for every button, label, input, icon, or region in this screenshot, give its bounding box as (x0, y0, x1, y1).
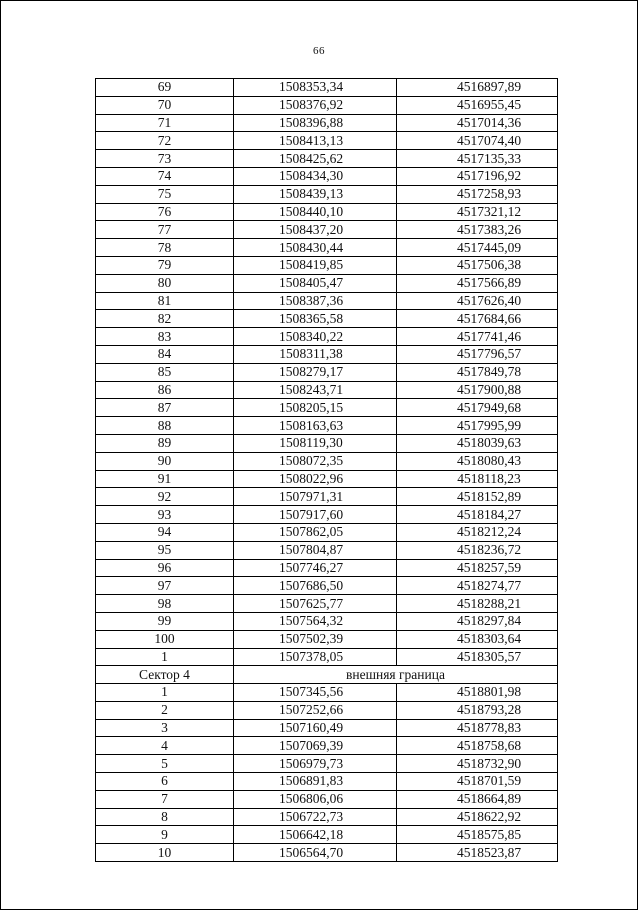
table-row (96, 577, 558, 595)
y-coordinate-cell: 4518758,68 (397, 737, 558, 755)
table-row (96, 167, 558, 185)
table-row (96, 345, 558, 363)
y-coordinate-cell: 4517626,40 (397, 292, 558, 310)
point-number-cell: 69 (96, 79, 234, 97)
table-row (96, 79, 558, 97)
x-coordinate-cell: 1508440,10 (234, 203, 397, 221)
point-number-cell: 3 (96, 719, 234, 737)
table-row (96, 185, 558, 203)
point-number-cell: 96 (96, 559, 234, 577)
table-row (96, 541, 558, 559)
x-coordinate-cell: 1508419,85 (234, 256, 397, 274)
x-coordinate-cell: 1508243,71 (234, 381, 397, 399)
x-coordinate-cell: 1506642,18 (234, 826, 397, 844)
point-number-cell: 76 (96, 203, 234, 221)
x-coordinate-cell: 1508430,44 (234, 239, 397, 257)
y-coordinate-cell: 4517321,12 (397, 203, 558, 221)
x-coordinate-cell: 1507862,05 (234, 523, 397, 541)
x-coordinate-cell: 1506564,70 (234, 844, 397, 862)
y-coordinate-cell: 4518622,92 (397, 808, 558, 826)
point-number-cell: 73 (96, 150, 234, 168)
y-coordinate-cell: 4517445,09 (397, 239, 558, 257)
point-number-cell: 1 (96, 684, 234, 702)
table-row (96, 755, 558, 773)
x-coordinate-cell: 1508072,35 (234, 452, 397, 470)
point-number-cell: 77 (96, 221, 234, 239)
table-row (96, 470, 558, 488)
x-coordinate-cell: 1507625,77 (234, 595, 397, 613)
table-row (96, 488, 558, 506)
point-number-cell: 100 (96, 630, 234, 648)
table-row (96, 292, 558, 310)
point-number-cell: 2 (96, 701, 234, 719)
x-coordinate-cell: 1508387,36 (234, 292, 397, 310)
point-number-cell: 86 (96, 381, 234, 399)
point-number-cell: 6 (96, 773, 234, 791)
y-coordinate-cell: 4517258,93 (397, 185, 558, 203)
x-coordinate-cell: 1508311,38 (234, 345, 397, 363)
y-coordinate-cell: 4517849,78 (397, 363, 558, 381)
x-coordinate-cell: 1508434,30 (234, 167, 397, 185)
point-number-cell: 79 (96, 256, 234, 274)
y-coordinate-cell: 4518236,72 (397, 541, 558, 559)
point-number-cell: 82 (96, 310, 234, 328)
y-coordinate-cell: 4516955,45 (397, 96, 558, 114)
point-number-cell: 95 (96, 541, 234, 559)
point-number-cell: 5 (96, 755, 234, 773)
x-coordinate-cell: 1508425,62 (234, 150, 397, 168)
sector-header-section (96, 666, 558, 684)
table-row (96, 808, 558, 826)
y-coordinate-cell: 4517014,36 (397, 114, 558, 132)
table-row (96, 239, 558, 257)
y-coordinate-cell: 4517684,66 (397, 310, 558, 328)
sector-header-row (96, 666, 558, 684)
table-row (96, 648, 558, 666)
page-number: 66 (313, 45, 325, 57)
table-row (96, 203, 558, 221)
x-coordinate-cell: 1507746,27 (234, 559, 397, 577)
table-row (96, 773, 558, 791)
table-row (96, 434, 558, 452)
y-coordinate-cell: 4517741,46 (397, 328, 558, 346)
y-coordinate-cell: 4517383,26 (397, 221, 558, 239)
table-row (96, 310, 558, 328)
y-coordinate-cell: 4518152,89 (397, 488, 558, 506)
point-number-cell: 97 (96, 577, 234, 595)
point-number-cell: 9 (96, 826, 234, 844)
x-coordinate-cell: 1507917,60 (234, 506, 397, 524)
y-coordinate-cell: 4517135,33 (397, 150, 558, 168)
y-coordinate-cell: 4518288,21 (397, 595, 558, 613)
y-coordinate-cell: 4518801,98 (397, 684, 558, 702)
x-coordinate-cell: 1508396,88 (234, 114, 397, 132)
y-coordinate-cell: 4518212,24 (397, 523, 558, 541)
x-coordinate-cell: 1508340,22 (234, 328, 397, 346)
sector-title: внешняя граница (234, 666, 558, 684)
point-number-cell: 87 (96, 399, 234, 417)
x-coordinate-cell: 1507160,49 (234, 719, 397, 737)
point-number-cell: 89 (96, 434, 234, 452)
table-row (96, 150, 558, 168)
table-body-before (96, 79, 558, 666)
point-number-cell: 4 (96, 737, 234, 755)
x-coordinate-cell: 1508376,92 (234, 96, 397, 114)
y-coordinate-cell: 4518297,84 (397, 612, 558, 630)
x-coordinate-cell: 1508353,34 (234, 79, 397, 97)
point-number-cell: 1 (96, 648, 234, 666)
y-coordinate-cell: 4517796,57 (397, 345, 558, 363)
x-coordinate-cell: 1508439,13 (234, 185, 397, 203)
point-number-cell: 99 (96, 612, 234, 630)
point-number-cell: 10 (96, 844, 234, 862)
point-number-cell: 75 (96, 185, 234, 203)
x-coordinate-cell: 1507252,66 (234, 701, 397, 719)
y-coordinate-cell: 4518664,89 (397, 790, 558, 808)
x-coordinate-cell: 1508405,47 (234, 274, 397, 292)
x-coordinate-cell: 1507378,05 (234, 648, 397, 666)
point-number-cell: 90 (96, 452, 234, 470)
table-row (96, 630, 558, 648)
point-number-cell: 94 (96, 523, 234, 541)
point-number-cell: 72 (96, 132, 234, 150)
x-coordinate-cell: 1508163,63 (234, 417, 397, 435)
table-row (96, 684, 558, 702)
point-number-cell: 91 (96, 470, 234, 488)
table-row (96, 256, 558, 274)
x-coordinate-cell: 1506806,06 (234, 790, 397, 808)
point-number-cell: 93 (96, 506, 234, 524)
y-coordinate-cell: 4518118,23 (397, 470, 558, 488)
point-number-cell: 98 (96, 595, 234, 613)
point-number-cell: 70 (96, 96, 234, 114)
point-number-cell: 85 (96, 363, 234, 381)
table-row (96, 381, 558, 399)
y-coordinate-cell: 4517196,92 (397, 167, 558, 185)
table-row (96, 826, 558, 844)
x-coordinate-cell: 1508279,17 (234, 363, 397, 381)
y-coordinate-cell: 4518575,85 (397, 826, 558, 844)
y-coordinate-cell: 4516897,89 (397, 79, 558, 97)
y-coordinate-cell: 4518257,59 (397, 559, 558, 577)
table-row (96, 221, 558, 239)
y-coordinate-cell: 4517900,88 (397, 381, 558, 399)
x-coordinate-cell: 1506722,73 (234, 808, 397, 826)
x-coordinate-cell: 1508205,15 (234, 399, 397, 417)
y-coordinate-cell: 4518701,59 (397, 773, 558, 791)
y-coordinate-cell: 4518039,63 (397, 434, 558, 452)
y-coordinate-cell: 4517074,40 (397, 132, 558, 150)
x-coordinate-cell: 1507804,87 (234, 541, 397, 559)
y-coordinate-cell: 4518523,87 (397, 844, 558, 862)
coordinates-table (95, 78, 558, 862)
table-row (96, 417, 558, 435)
x-coordinate-cell: 1508119,30 (234, 434, 397, 452)
table-row (96, 844, 558, 862)
table-row (96, 719, 558, 737)
x-coordinate-cell: 1508413,13 (234, 132, 397, 150)
x-coordinate-cell: 1506891,83 (234, 773, 397, 791)
x-coordinate-cell: 1507686,50 (234, 577, 397, 595)
x-coordinate-cell: 1506979,73 (234, 755, 397, 773)
table-row (96, 96, 558, 114)
table-row (96, 612, 558, 630)
y-coordinate-cell: 4517566,89 (397, 274, 558, 292)
y-coordinate-cell: 4517949,68 (397, 399, 558, 417)
table-row (96, 452, 558, 470)
point-number-cell: 84 (96, 345, 234, 363)
table-row (96, 399, 558, 417)
y-coordinate-cell: 4517506,38 (397, 256, 558, 274)
y-coordinate-cell: 4518778,83 (397, 719, 558, 737)
table-row (96, 737, 558, 755)
table-row (96, 328, 558, 346)
y-coordinate-cell: 4518080,43 (397, 452, 558, 470)
x-coordinate-cell: 1508365,58 (234, 310, 397, 328)
x-coordinate-cell: 1507069,39 (234, 737, 397, 755)
x-coordinate-cell: 1508437,20 (234, 221, 397, 239)
point-number-cell: 7 (96, 790, 234, 808)
table-row (96, 790, 558, 808)
point-number-cell: 81 (96, 292, 234, 310)
y-coordinate-cell: 4518274,77 (397, 577, 558, 595)
x-coordinate-cell: 1507971,31 (234, 488, 397, 506)
x-coordinate-cell: 1508022,96 (234, 470, 397, 488)
point-number-cell: 80 (96, 274, 234, 292)
x-coordinate-cell: 1507502,39 (234, 630, 397, 648)
y-coordinate-cell: 4518732,90 (397, 755, 558, 773)
table-body-after (96, 684, 558, 862)
table-row (96, 132, 558, 150)
table-row (96, 595, 558, 613)
y-coordinate-cell: 4517995,99 (397, 417, 558, 435)
point-number-cell: 92 (96, 488, 234, 506)
table-row (96, 506, 558, 524)
point-number-cell: 88 (96, 417, 234, 435)
table-row (96, 559, 558, 577)
y-coordinate-cell: 4518305,57 (397, 648, 558, 666)
point-number-cell: 71 (96, 114, 234, 132)
point-number-cell: 74 (96, 167, 234, 185)
table-row (96, 114, 558, 132)
y-coordinate-cell: 4518184,27 (397, 506, 558, 524)
table-row (96, 523, 558, 541)
sector-label: Сектор 4 (96, 666, 234, 684)
table-row (96, 701, 558, 719)
x-coordinate-cell: 1507345,56 (234, 684, 397, 702)
x-coordinate-cell: 1507564,32 (234, 612, 397, 630)
table-row (96, 363, 558, 381)
point-number-cell: 78 (96, 239, 234, 257)
y-coordinate-cell: 4518793,28 (397, 701, 558, 719)
y-coordinate-cell: 4518303,64 (397, 630, 558, 648)
table-row (96, 274, 558, 292)
point-number-cell: 8 (96, 808, 234, 826)
point-number-cell: 83 (96, 328, 234, 346)
